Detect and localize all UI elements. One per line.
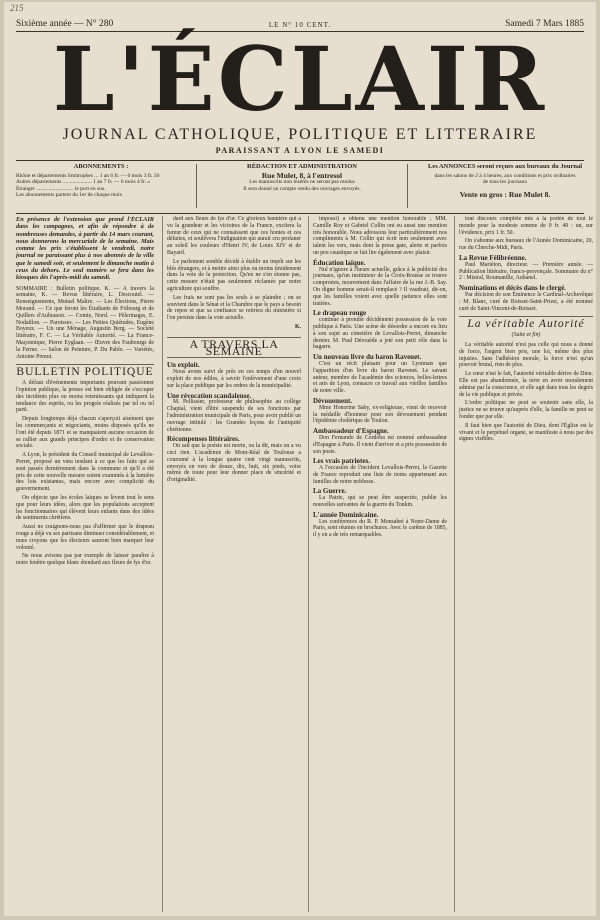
abonnements-line: Rhône et départements limitrophes ... 1 an 6 fr. — 6 mois 3 fr. 50 xyxy=(16,172,160,179)
news-text: Mme Honorine Saby, ex-religieuse, vient de recevoir la médaille d'honneur pour son dévouement pendant l'épidémie cholérique de Toulon. xyxy=(313,404,447,425)
paragraph: Les frais ne sont pas les seuls à se plaindre ; on se souvient dans le Sénat et la Chambre que le pays a besoin de repos et que sa confiance se retirera du ministère si l'on persiste dans la voie actuelle. xyxy=(167,294,301,322)
paragraph: Le cœur n'est le fait, l'autorité véritable dérive de Dieu. Elle est pas abandonnée, la terre en avoir moralement admise par la conscience, et elle agit dans tous les degrés de la vie publique et privée. xyxy=(459,371,593,398)
info-bar xyxy=(16,160,584,214)
signature: K. xyxy=(295,323,301,330)
column-2 xyxy=(162,216,301,912)
paragraph: A Lyon, le président du Conseil municipal de Levallois-Perret, proposé un vœu tendant à ce que les faits qui se sont passés dernièrement dans la commune et qu'il a été pris de cette nouvelle mesure soient examinés à la lumière des lois existantes, mais encore avec complicité du gouvernement. xyxy=(16,452,154,493)
publishing-line: PARAISSANT A LYON LE SAMEDI xyxy=(215,146,385,155)
redaction-line: Les manuscrits non insérés ne seront pas rendus xyxy=(249,179,355,185)
a-travers-la-semaine-title: A TRAVERS LA SEMAINE xyxy=(167,337,301,359)
bulletin-politique-title: BULLETIN POLITIQUE xyxy=(16,366,154,379)
news-text: C'est un récit plaisant pour un Lyonnais que l'apparition d'un livre du baron Ravenet. Le savant auteur, membre de l'académie des sciences, belles-lettres et arts de Lyon, consacre ce travail aux vieilles familles de notre ville. xyxy=(313,360,447,395)
news-heading: Les vrais patriotes. xyxy=(313,457,370,466)
masthead-title: L'ÉCLAIR xyxy=(52,27,548,131)
news-text: Paul Mariéton, directeur. — Première année. — Publication littéraire, franco-provençale. Sommaire du n° 2 : Mistral, Roumanille, Aubanel. xyxy=(459,261,593,282)
newspaper-page xyxy=(4,2,596,916)
news-text: Nul n'ignore à l'heure actuelle, grâce à la publicité des journaux, qu'un instituteur de la Croix-Rousse se trouve compromis, mouvement dans l'affaire de la rue J.-B. Say. On digne homme serait-il remplacé ? Il vaudrait, dit-on, que les familles voient avec quelle patience elles sont traitées. xyxy=(313,266,447,307)
news-text: Les conférences du R. P. Monsabré à Notre-Dame de Paris, sont réunies en brochures. Avec le carême de 1885, il y en a de très remarquables. xyxy=(313,518,447,539)
news-item xyxy=(313,354,447,395)
news-text: continue à prendre décidément possession de la voie publique à Paris. Une scène de désordre a encore eu lieu à son sujet au cimetière de Levallois-Perret, dimanche dernier. M. Paul Dérouède a jeté son petit rôle dans la bagarre. xyxy=(313,317,447,351)
abonnements-line: Les abonnements partent du 1er de chaque mois xyxy=(16,192,122,198)
handwritten-note: 215 xyxy=(10,3,24,13)
news-text: A l'occasion de l'incident Levallois-Perret, la Gazette de France reproduit une liste de noms appartenant aux familles de notre noblesse. xyxy=(313,465,447,485)
news-heading: Un exploit. xyxy=(167,361,200,370)
paragraph: dard aux fleurs de lys d'or. Ce glorieux bannière qui a vu la grandeur et les victoires de la France, excitera la fureur de ceux qui ne connaissent que ces hontes et ces défaites, et soulèvera l'indignation qui aurait cru profaner au soleil les couleurs d'Henri IV, de Louis XIV et de Bayard. xyxy=(167,216,301,256)
news-item xyxy=(459,255,593,282)
issue-number: Sixième année — N° 280 xyxy=(16,19,114,29)
news-heading: La Revue Félibréenne. xyxy=(459,253,527,262)
vente-line: Vente en gros : Rue Mulet 8. xyxy=(459,189,551,199)
news-heading: Récompenses littéraires. xyxy=(167,435,240,444)
article-columns xyxy=(16,216,593,912)
paragraph: Le parlement semble décidé à établir un impôt sur les blés étrangers, et à mettre ainsi plus ou moins timidement dans la voie de la protection. Qu'en ne s'en étonne pas, cette mesure n'était pas seulement réclamée par notre agriculture qui souffre. xyxy=(167,258,301,292)
news-heading: Le drapeau rouge xyxy=(313,309,367,318)
redaction-title: RÉDACTION ET ADMINISTRATION xyxy=(247,163,357,170)
news-text: Par décision de son Éminence le Cardinal-Archevêque : M. Blanc, curé de Boisset-Saint-Priest, a été nommé curé de Saint-Vincent-de-Boisset. xyxy=(459,291,593,312)
redaction-address: Rue Mulet, 8, à l'entresol xyxy=(261,170,343,180)
abonnements-line: Étranger ........................... le port en sus. xyxy=(16,185,106,192)
paragraph: On objecte que les écoles laïques se lèvent tout le sens que pour leurs idées, alors que les populations acceptent les fonctionnaires qui élèvent leurs enfants dans des idées de sentiments chrétiens. xyxy=(16,494,154,522)
news-heading: Dévouement. xyxy=(313,396,353,405)
news-item xyxy=(313,398,447,425)
abonnements-line: Autres départements ..................... 1 an 7 fr. — 6 mois 4 fr. » xyxy=(16,179,150,185)
column-4 xyxy=(454,216,593,912)
news-item xyxy=(313,428,447,455)
news-heading: Ambassadeur d'Espagne. xyxy=(313,427,389,436)
news-text: Don Fernando de Cordoba est nommé ambassadeur d'Espagne à Paris. Il vient d'arriver et a pris possession de son poste. xyxy=(313,434,447,455)
sommaire: SOMMAIRE : Bulletin politique, K. — A travers la semaine, K. — Revue littéraire, L. Descoutel. — Renseignements, Mutuel Maître. — Les Élections, Pierre Morand. — Ce que feront les Étudiants de Fribourg et de Quillers d'Aubusson. — Comte, Nord. — Pèlerinages, E. Nodaillon. — Paroisses. — Les Petites Quiétudes, Eugène Boyeux. — Un une Ménage, Augustin Berg. — Société littéraire, F. C. — La Véritable Autorité. — La France-Maçonnique, Pierre Eyglaan. — Œuvre des Faubourgs de la Ferme. — Salon de Peinture, P. Du Pablo. — Variétés, Antoine Prenot. xyxy=(16,285,154,360)
news-item xyxy=(459,285,593,312)
news-item xyxy=(313,488,447,508)
paragraph: La véritable autorité n'est pas celle qui nous a donné de force, l'argent bien pris, une loi, même des plus injustes. Sans l'adhésion morale, la force n'est qu'un pouvoir brutal, rien de plus. xyxy=(459,341,593,369)
paragraph: impossi) a obtenu une mention honorable ; MM. Camille Roy et Gabriel Collin ont eu aussi une mention très honorable. Nous adressons leur particulièrement nos compliments à M. Collin qui écrit non seulement avec talent les vers, mais dont la prose gaie, alerte et parfois un peu caustique se fait lire également avec plaisir. xyxy=(313,216,447,256)
news-heading: Un nouveau livre du baron Ravenet. xyxy=(313,353,422,362)
news-item xyxy=(313,260,447,308)
column-3 xyxy=(308,216,447,912)
redaction-line: Il sera donné un compte rendu des ouvrages envoyés. xyxy=(243,185,361,192)
annonces-box xyxy=(414,164,596,198)
news-text: La Patrie, qui se peut être suspectée, publie les nouvelles suivantes de la guerre du Tonkin. xyxy=(313,495,447,509)
news-item xyxy=(313,512,447,539)
paragraph: A défaut d'événements importants pouvant passionner l'opinion publique, la presse est bien obligée de s'occuper des incidents plus ou moins retentissants qui indiquent la tendance des esprits, ou les progrès réalisés par tel ou tel parti. xyxy=(16,380,154,414)
paragraph: Depuis longtemps déjà chacun s'aperçoit aisément que les commerçants et négociants, moins disposés qu'ils ne l'ont été depuis 1871 et se manquaient aucune occasion de se rallier aux grands principes d'ordre et de conservation sociale. xyxy=(16,416,154,450)
issue-date: Samedi 7 Mars 1885 xyxy=(505,19,584,29)
annonces-line: dans les salons de 2 à 4 heures, aux conditions et prix ordinaires xyxy=(434,172,576,179)
news-text: Nous avons suivi de près en ces temps d'un nouvel exploit de nos édiles, à savoir l'enlèvement d'une croix sur la place publique par les ordres de la municipalité. xyxy=(167,369,301,389)
paragraph: Aussi ne craignons-nous pas d'affirmer que le drapeau rouge a déjà vu ses partisans diminuer considérablement, et nous croyons que les électeurs sauront bien marquer leur volonté. xyxy=(16,524,154,551)
abonnements-box xyxy=(16,164,186,199)
paragraph: tout discours complète mis à la portée de tout le monde pour la modeste somme de 0 fr. 40 : un, sur l'évidence, prix 1 fr. 50. xyxy=(459,216,593,236)
news-heading: Une révocation scandaleuse. xyxy=(167,391,252,400)
veritable-autorite-subtitle: (Suite et fin) xyxy=(511,332,541,339)
news-item xyxy=(167,362,301,389)
annonces-title: Les ANNONCES seront reçues aux bureaux du Journal xyxy=(427,163,583,170)
annonces-line: de tous les journaux xyxy=(482,179,528,185)
paragraph: On s'abonne aux bureaux de l'Année Dominicaine, 20, rue du Cherche-Midi, Paris. xyxy=(459,238,593,252)
news-heading: Éducation laïque. xyxy=(313,258,366,267)
news-heading: La Guerre. xyxy=(313,487,347,496)
veritable-autorite-title: La véritable Autorité xyxy=(459,316,593,328)
masthead-subtitle: JOURNAL CATHOLIQUE, POLITIQUE ET LITTERAIRE xyxy=(62,126,538,143)
news-heading: L'année Dominicaine. xyxy=(313,510,379,519)
news-text: M. Pellissier, professeur de philosophie au collège Chaptal, vient d'être suspendu de ses fonctions par l'administration municipale de Paris, pour avoir publié un ouvrage intitulé : les Grandes leçons de l'antiquité chrétienne. xyxy=(167,399,301,433)
column-1 xyxy=(16,216,154,912)
news-item xyxy=(167,393,301,434)
issue-price: LE N° 10 CENT. xyxy=(268,21,332,29)
news-heading: Nominations et décès dans le clergé. xyxy=(459,284,566,293)
paragraph: Ne nous avisons pas par exemple de laisser paraître à notre fenêtre quelque blanc étendard aux fleurs de lys d'or. xyxy=(16,553,154,567)
redaction-box xyxy=(196,164,408,208)
abonnements-title: ABONNEMENTS : xyxy=(73,163,129,170)
news-item xyxy=(167,436,301,484)
campaign-notice: En présence de l'extension que prend l'ÉCLAIR dans les campagnes, et afin de répondre à de nombreuses demandes, à partir du 14 mars courant, nous donnerons la mercuriale de la semaine. Mais comme les prix s'établissent le vendredi, notre journal ne paraissant plus à nos abonnés de la ville que le samedi soir, et seulement le dimanche matin à ceux du dehors. Le seul numéro se fera dans les kiosques dès l'après-midi du samedi. xyxy=(16,216,154,282)
news-item xyxy=(313,310,447,351)
paragraph: L'ordre politique ne peut se soutenir sans elle, la justice ne se trouve qu'auprès d'elle, la famille ne peut se fonder que par elle. xyxy=(459,400,593,420)
news-item xyxy=(313,458,447,485)
paragraph: Il faut bien que l'autorité de Dieu, dont l'Église est le vivant et le perpétuel organe, se manifeste à nous par des signes visibles. xyxy=(459,422,593,443)
news-text: On sait que la poésie est morte, ou la dit, mais on a vu ceci rien. L'académie de Mont-Réal de Toulouse a couronné à la longue quatre cent vingt manuscrits, envoyés en vers de douze, dix, huit, six pieds, voire même de toute pour leur donner place de sincérité et d'originalité. xyxy=(167,443,301,484)
